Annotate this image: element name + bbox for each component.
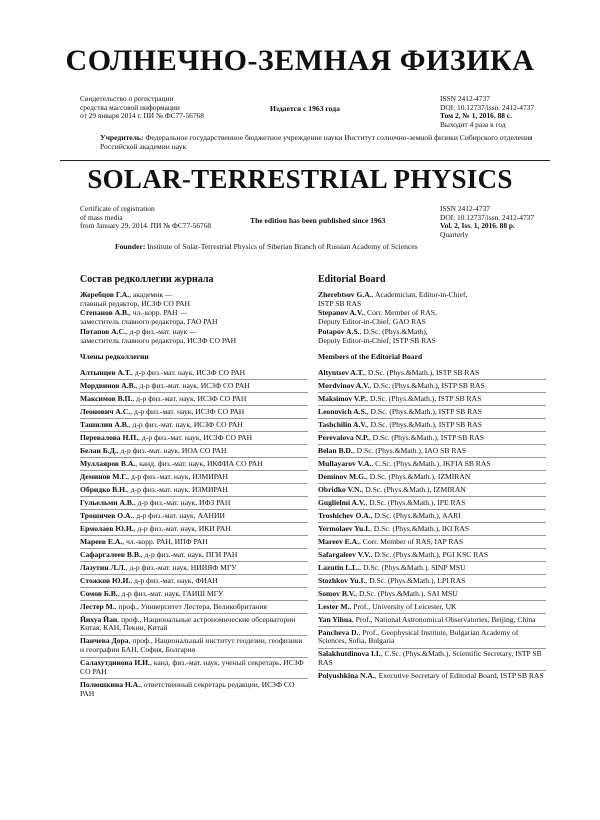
member-name: Lazutin L.L. [318,562,360,572]
member-affiliation: , C.Sc. (Phys.&Math.), Scientific Secretary, ISTP SB RAS [318,649,542,668]
board-member [318,588,546,601]
editor-role: , Academician, Editor-in-Chief, [371,289,468,299]
member-affiliation: , д-р физ.-мат. наук, ИСЗФ СО РАН [138,432,253,442]
board-member [318,406,546,419]
board-member [80,562,308,575]
board-member [80,432,308,445]
member-name: Перевалова Н.П. [80,432,139,442]
member-name: Белан Б.Д. [80,445,117,455]
board-member [80,679,308,700]
member-name: Somov B.V. [318,588,356,598]
editor-role: , д-р физ.-мат. наук — [125,326,197,336]
lead-editor [318,309,546,327]
member-affiliation: , D.Sc. (Phys.&Math.), SAI MSU [355,588,458,598]
board-member [80,614,308,636]
board-member [80,445,308,458]
board-heading: Editorial Board [318,274,386,285]
board-member [80,380,308,393]
board-member [80,497,308,510]
board-heading: Состав редколлегии журнала [80,274,214,285]
editor-role: , Corr. Member of RAS, [363,308,437,318]
board-member [80,510,308,523]
board-member [318,380,546,393]
journal-title-en: SOLAR-TERRESTRIAL PHYSICS [87,164,513,194]
member-name: Муллаяров В.А. [80,458,136,468]
member-affiliation: , д-р физ.-мат. наук, ААНИИ [132,510,225,520]
lead-editor [80,328,308,346]
published-since-ru: Издается с 1963 года [270,104,340,113]
member-affiliation: , чл.-корр. РАН, ИПФ РАН [122,536,208,546]
member-affiliation: , д-р физ.-мат. наук, НИИЯФ МГУ [125,562,237,572]
member-name: Mullayarov V.A. [318,458,372,468]
member-affiliation: , Prof., National Astronomical Observatories, Beijing, China [351,614,536,624]
member-affiliation: , д-р физ.-мат. наук, ИЗМИРАН [127,471,228,481]
member-name: Мордвинов А.В. [80,380,136,390]
published-since-en: The edition has been published since 1963 [250,216,386,225]
founder-en [115,242,585,251]
board-member [318,536,546,549]
board-member [318,671,546,683]
editor-name: Жеребцов Г.А. [80,289,130,299]
editor-affiliation: Deputy Editor-in-Chief, ISTP SB RAS [318,335,436,345]
member-affiliation: , D.Sc. (Phys.&Math.), IZMIRAN [361,484,466,494]
board-member [318,393,546,406]
board-member [80,458,308,471]
cert-line: средства массовой информации [80,102,180,112]
member-affiliation: , D.Sc. (Phys.&Math.), AARI [370,510,461,520]
member-affiliation: , D.Sc. (Phys.&Math.), IZMIRAN [365,471,471,481]
member-affiliation: , д-р физ.-мат. наук, ИФЗ РАН [133,497,231,507]
editor-name: Степанов А.В. [80,308,129,318]
board-member [318,458,546,471]
member-affiliation: , д-р физ.-мат. наук, ИСЗФ СО РАН [130,406,245,416]
issn: ISSN 2412-4737 [440,94,490,103]
member-affiliation: , D.Sc. (Phys.&Math.), SINP MSU [359,562,466,572]
member-name: Guglielmi A.V. [318,497,366,507]
member-name: Yan Yihua [318,614,352,624]
member-affiliation: , проф., Университет Лестера, Великобритания [114,601,267,611]
editor-role: , D.Sc. (Phys.&Math), [359,326,428,336]
member-name: Deminov M.G. [318,471,366,481]
member-affiliation: , проф., Национальные астрономические обсерватории Китая, КАН, Пекин, Китай [80,614,296,633]
cert-line: Свидетельство о регистрации [80,94,174,103]
member-name: Деминов М.Г. [80,471,128,481]
board-member [318,367,546,380]
board-member [80,549,308,562]
member-name: Ермолаев Ю.И. [80,523,134,533]
members-heading: Members of the Editorial Board [318,351,423,361]
board-member [318,614,546,627]
member-affiliation: , д-р физ.-мат. наук, ГАИШ МГУ [117,588,224,598]
editor-affiliation: заместитель главного редактора, ГАО РАН [80,317,218,327]
editor-affiliation: главный редактор, ИСЗФ СО РАН [80,298,191,308]
member-affiliation: , д-р физ.-мат. наук, ИКИ РАН [133,523,231,533]
member-name: Обридко В.Н. [80,484,127,494]
editor-name: Potapov A.S. [318,326,360,336]
editor-affiliation: ISTP SB RAS [318,298,362,308]
board-member [318,419,546,432]
board-member [318,445,546,458]
member-name: Pancheva D. [318,627,359,637]
member-name: Mordvinov A.V. [318,380,370,390]
member-name: Леонович А.С. [80,406,131,416]
member-affiliation: , Prof., Geophysical Institute, Bulgarian Academy of Sciences, Sofia, Bulgaria [318,627,519,646]
member-name: Панчева Дора [80,636,129,646]
member-affiliation: , D.Sc. (Phys.&Math.), ISTP SB RAS [369,380,485,390]
board-member [80,393,308,406]
issn-block-en [440,205,534,239]
board-member [80,523,308,536]
member-affiliation: , д-р физ.-мат. наук, ИСЗФ СО РАН [132,393,247,403]
registration-certificate-ru [80,95,204,121]
member-name: Maksimov V.P. [318,393,367,403]
board-member [318,471,546,484]
member-name: Полюшкина Н.А. [80,680,141,690]
member-affiliation: , D.Sc. (Phys.&Math.), IKI RAS [369,523,470,533]
editor-name: Zherebtsov G.A. [318,289,372,299]
member-affiliation: , D.Sc. (Phys.&Math.), ISTP SB RAS [368,432,484,442]
member-name: Obridko V.N. [318,484,362,494]
cert-line: of mass media [80,212,123,222]
member-affiliation: , D.Sc. (Phys.&Math.), ISTP SB RAS [364,367,480,377]
member-name: Lester M. [318,601,350,611]
member-affiliation: , D.Sc. (Phys.&Math.), ISTP SB RAS [366,419,482,429]
board-member [318,649,546,671]
member-affiliation: , д-р физ.-мат. наук, ИСЗФ СО РАН [131,367,246,377]
member-name: Polyushkina N.A. [318,671,375,681]
board-member [80,484,308,497]
member-affiliation: , D.Sc. (Phys.&Math.), IPE RAS [365,497,466,507]
member-affiliation: , канд. физ.-мат. наук, ИКФИА СО РАН [135,458,263,468]
board-member [318,484,546,497]
cert-line: from January 29, 2014. ПИ № ФС77-56768 [80,221,212,231]
editor-affiliation: Deputy Editor-in-Chief, GAO RAS [318,317,426,327]
members-list [318,367,546,682]
board-member [80,658,308,680]
member-affiliation: , д-р физ.-мат. наук, ПГИ РАН [140,549,238,559]
founder-label: Founder: [115,242,146,251]
issn-block-ru [440,95,534,129]
board-member [80,588,308,601]
member-affiliation: , C.Sc. (Phys.&Math.), IKFIA SB RAS [371,458,491,468]
volume-issue: Vol. 2, Iss. 1, 2016. 88 p. [440,221,515,231]
member-name: Сафаргалеев В.В. [80,549,141,559]
editor-role: , чл.-корр. РАН — [129,308,188,318]
member-affiliation: , д-р физ.-мат. наук, ФИАН [130,575,218,585]
cert-line: от 29 января 2014 г. ПИ № ФС77-56768 [80,111,204,121]
board-member [80,406,308,419]
member-name: Perevalova N.P. [318,432,369,442]
issn: ISSN 2412-4737 [440,204,490,213]
member-name: Лазутин Л.Л. [80,562,126,572]
member-name: Ташилин А.В. [80,419,129,429]
member-name: Safargaleev V.V. [318,549,371,559]
editorial-board-ru [80,276,308,700]
founder-ru [100,133,570,151]
editor-role: , академик — [129,289,173,299]
board-member [318,497,546,510]
founder-text: Федеральное государственное бюджетное учреждение науки Институт солнечно-земной физики Сибирского отделения Российской академии наук [100,133,533,151]
editor-affiliation: заместитель главного редактора, ИСЗФ СО РАН [80,335,237,345]
founder-text: Institute of Solar-Terrestrial Physics of Siberian Branch of Russian Academy of Sciences [147,242,418,251]
board-member [80,367,308,380]
member-affiliation: , D.Sc. (Phys.&Math.), ISTP SB RAS [366,406,482,416]
member-name: Сомов Б.В. [80,588,118,598]
lead-editor [318,291,546,309]
board-member [318,575,546,588]
member-name: Stozhkov Yu.I. [318,575,366,585]
member-affiliation: , Corr. Member of RAS, IAP RAS [358,536,464,546]
board-member [80,471,308,484]
member-affiliation: , ответственный секретарь редакции, ИСЗФ СО РАН [80,680,295,698]
doi: DOI: 10.12737/issn. 2412-4737 [440,212,535,222]
member-affiliation: , Prof., University of Leicester, UK [349,601,457,611]
members-heading: Члены редколлегии [80,351,149,361]
volume-issue: Том 2, № 1, 2016. 88 с. [440,111,512,121]
doi: DOI: 10.12737/issn. 2412-4737 [440,102,535,112]
member-name: Mareev E.A. [318,536,359,546]
frequency: Выходит 4 раза в год [440,119,506,129]
cert-line: Certificate of registration [80,204,155,213]
journal-title-ru: СОЛНЕЧНО-ЗЕМНАЯ ФИЗИКА [65,44,535,77]
board-member [318,432,546,445]
member-name: Altyntsev A.T. [318,367,365,377]
board-member [80,575,308,588]
member-name: Лестер М. [80,601,115,611]
member-name: Салахутдинова И.И. [80,658,150,668]
member-name: Мареев Е.А. [80,536,123,546]
frequency: Quarterly [440,229,469,239]
lead-editor [80,291,308,309]
member-name: Belan B.D. [318,445,353,455]
member-affiliation: , D.Sc. (Phys.&Math.), IAO SB RAS [352,445,467,455]
member-affiliation: , д-р физ.-мат. наук, ИСЗФ СО РАН [128,419,243,429]
member-name: Йихуа Йан [80,614,118,624]
member-affiliation: , д-р физ.-мат. наук, ИСЗФ СО РАН [135,380,250,390]
board-member [80,536,308,549]
lead-editor [80,309,308,327]
board-member [318,549,546,562]
board-member [318,562,546,575]
board-member [318,601,546,614]
board-member [318,627,546,649]
member-affiliation: , проф., Национальный институт геодезии, геофизики и географии БАН, София, Болгария [80,636,303,655]
members-list [80,367,308,700]
registration-certificate-en [80,205,211,231]
member-name: Yermolaev Yu.I. [318,523,370,533]
member-name: Tashchilin A.V. [318,419,367,429]
member-name: Максимов В.П. [80,393,133,403]
lead-editor [318,328,546,346]
founder-label: Учредитель: [100,133,144,142]
member-name: Трошичев О.А. [80,510,133,520]
member-affiliation: , д-р физ.-мат. наук, ИОА СО РАН [116,445,227,455]
member-name: Troshichev O.A. [318,510,371,520]
divider [60,160,550,161]
member-affiliation: , D.Sc. (Phys.&Math.), PGI KSC RAS [370,549,489,559]
member-affiliation: , D.Sc. (Phys.&Math.), LPI RAS [365,575,466,585]
member-name: Стожков Ю.И. [80,575,131,585]
member-name: Гульельми А.В. [80,497,134,507]
editor-name: Stepanov A.V. [318,308,364,318]
member-name: Salakhutdinova I.I. [318,649,381,659]
editorial-board-en [318,276,546,683]
board-member [80,419,308,432]
board-member [80,601,308,614]
board-member [80,636,308,658]
board-member [318,510,546,523]
member-name: Алтынцев А.Т. [80,367,132,377]
member-name: Leonovich A.S. [318,406,367,416]
editor-name: Потапов А.С. [80,326,126,336]
member-affiliation: , д-р физ.-мат. наук, ИЗМИРАН [126,484,228,494]
member-affiliation: , канд. физ.-мат. наук, ученый секретарь, ИСЗФ СО РАН [80,658,304,677]
member-affiliation: , Executive Secretary of Editorial Board, ISTP SB RAS [374,671,544,681]
member-affiliation: , D.Sc. (Phys.&Math.), ISTP SB RAS [366,393,482,403]
board-member [318,523,546,536]
